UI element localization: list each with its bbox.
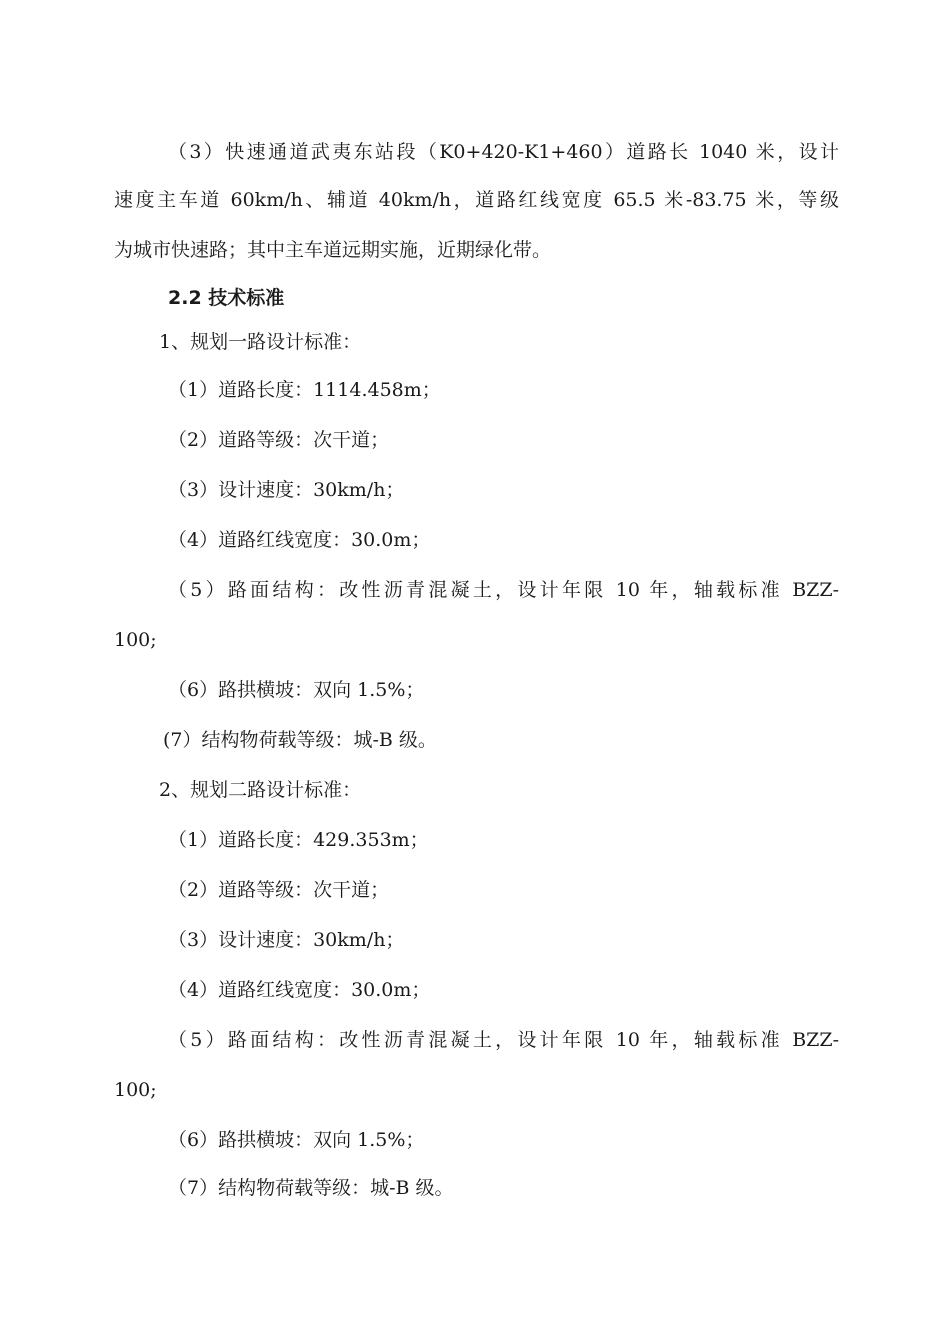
road1-item-5: （5）路面结构：改性沥青混凝土，设计年限 10 年，轴载标准 BZZ- [168, 579, 839, 601]
road2-item-6: （6）路拱横坡：双向 1.5%； [168, 1129, 425, 1151]
road2-item-5: （5）路面结构：改性沥青混凝土，设计年限 10 年，轴载标准 BZZ- [168, 1029, 839, 1051]
road1-item-2: （2）道路等级：次干道； [168, 429, 390, 451]
road1-item-1: （1）道路长度：1114.458m； [168, 379, 441, 401]
road1-item-3: （3）设计速度：30km/h； [168, 479, 405, 501]
intro-line-2: 速度主车道 60km/h、辅道 40km/h，道路红线宽度 65.5 米-83.75 米，等级 [114, 189, 839, 211]
road1-item-6: （6）路拱横坡：双向 1.5%； [168, 679, 425, 701]
road1-item-5-cont: 100; [114, 629, 157, 651]
road2-item-7: （7）结构物荷载等级：城-B 级。 [168, 1177, 454, 1199]
intro-line-1: （3）快速通道武夷东站段（K0+420-K1+460）道路长 1040 米，设计 [168, 141, 839, 163]
road2-item-3: （3）设计速度：30km/h； [168, 929, 405, 951]
road2-item-4: （4）道路红线宽度：30.0m； [168, 979, 431, 1001]
road2-item-2: （2）道路等级：次干道； [168, 879, 390, 901]
intro-line-3: 为城市快速路；其中主车道远期实施，近期绿化带。 [114, 239, 552, 261]
road1-title: 1、规划一路设计标准： [159, 331, 362, 353]
road2-item-1: （1）道路长度：429.353m； [168, 829, 429, 851]
road2-item-5-cont: 100; [114, 1079, 157, 1101]
section-heading: 2.2 技术标准 [168, 287, 285, 309]
road2-title: 2、规划二路设计标准： [159, 779, 362, 801]
road1-item-4: （4）道路红线宽度：30.0m； [168, 529, 431, 551]
road1-item-7: (7）结构物荷载等级：城-B 级。 [163, 729, 437, 751]
